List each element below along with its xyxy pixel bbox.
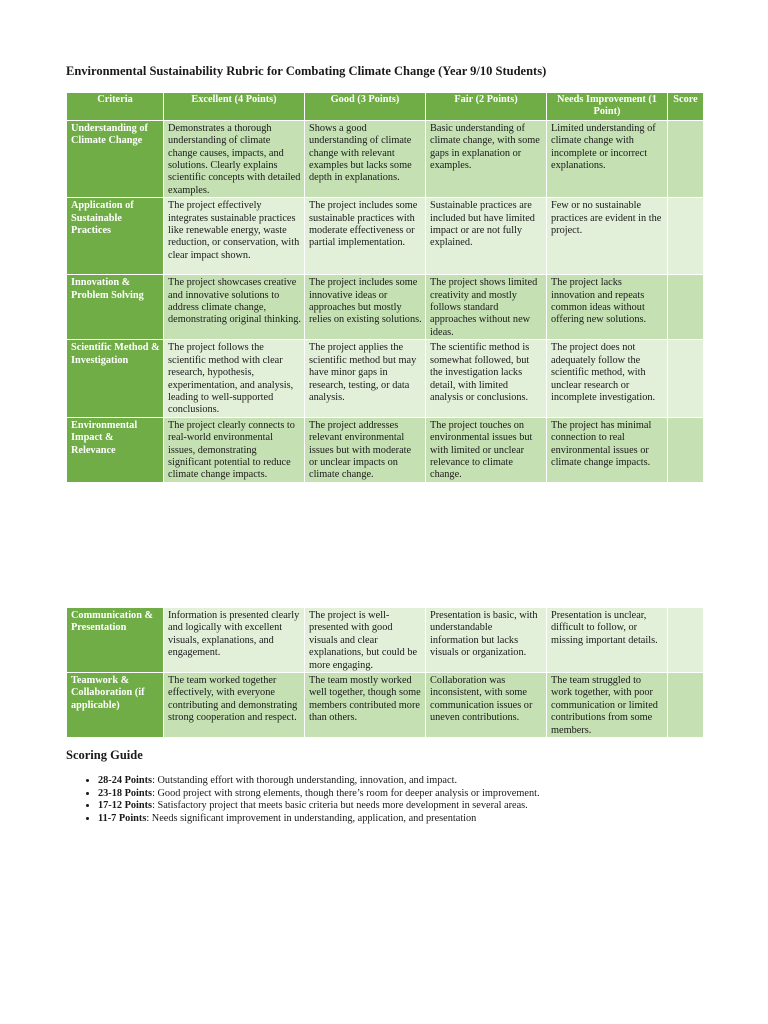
score-range: 28-24 Points [98,775,153,786]
good-cell: The project is well-presented with good visuals and clear explanations, but could be more engaging. [305,608,426,673]
document-title: Environmental Sustainability Rubric for Combating Climate Change (Year 9/10 Students) [66,64,547,78]
header-needs-improvement: Needs Improvement (1 Point) [547,93,668,121]
criteria-cell: Understanding of Climate Change [67,120,164,197]
list-item [98,775,698,788]
fair-cell: Presentation is basic, with understandable information but lacks visuals or organization. [426,608,547,673]
header-score: Score [668,93,704,121]
table-row [67,673,704,738]
good-cell: The project includes some sustainable practices with moderate effectiveness or partial implementation. [305,198,426,275]
needs-improvement-cell: The team struggled to work together, with poor communication or limited contributions from some members. [547,673,668,738]
table-row [67,417,704,482]
table-row [67,608,704,673]
criteria-cell: Environmental Impact & Relevance [67,417,164,482]
scoring-guide-heading: Scoring Guide [66,748,143,762]
header-row [67,93,704,121]
score-range: 11-7 Points [98,812,147,824]
table-row [67,198,704,275]
needs-improvement-cell: Limited understanding of climate change with incomplete or incorrect explanations. [547,120,668,197]
score-description: : Needs significant improvement in understanding, application, and presentation [146,812,477,824]
scoring-guide-list [66,775,698,825]
excellent-cell: The project effectively integrates sustainable practices like renewable energy, waste reduction, or conservation, with clear impact shown. [164,198,305,275]
score-cell[interactable] [668,198,704,275]
needs-improvement-cell: The project does not adequately follow the scientific method, with unclear research or incomplete investigation. [547,340,668,417]
score-range: 17-12 Points [98,800,153,812]
excellent-cell: The team worked together effectively, with everyone contributing and demonstrating strong cooperation and respect. [164,673,305,738]
fair-cell: The project shows limited creativity and mostly follows standard approaches without new ideas. [426,275,547,340]
needs-improvement-cell: Few or no sustainable practices are evident in the project. [547,198,668,275]
rubric-table [66,92,704,483]
list-item [98,813,698,826]
excellent-cell: The project follows the scientific method with clear research, hypothesis, experimentation, and analysis, leading to well-supported conclusions. [164,340,305,417]
fair-cell: The scientific method is somewhat followed, but the investigation lacks detail, with limited analysis or conclusions. [426,340,547,417]
score-cell[interactable] [668,120,704,197]
header-good: Good (3 Points) [305,93,426,121]
header-fair: Fair (2 Points) [426,93,547,121]
score-description: : Satisfactory project that meets basic criteria but needs more development in several areas. [152,800,528,812]
good-cell: The project addresses relevant environmental issues but with moderate or unclear impacts on climate change. [305,417,426,482]
table-row [67,120,704,197]
fair-cell: Collaboration was inconsistent, with some communication issues or uneven contributions. [426,673,547,738]
list-item [98,788,698,801]
needs-improvement-cell: The project lacks innovation and repeats common ideas without offering new solutions. [547,275,668,340]
good-cell: Shows a good understanding of climate change with relevant examples but lacks some depth in explanations. [305,120,426,197]
score-cell[interactable] [668,275,704,340]
needs-improvement-cell: The project has minimal connection to real environmental issues or climate change impacts. [547,417,668,482]
criteria-cell: Communication & Presentation [67,608,164,673]
score-cell[interactable] [668,673,704,738]
criteria-cell: Application of Sustainable Practices [67,198,164,275]
rubric-table-continued [66,607,704,738]
fair-cell: Sustainable practices are included but have limited impact or are not fully explained. [426,198,547,275]
excellent-cell: Demonstrates a thorough understanding of climate change causes, impacts, and solutions. Clearly explains scientific concepts with detailed examples. [164,120,305,197]
good-cell: The project includes some innovative ideas or approaches but mostly relies on existing solutions. [305,275,426,340]
score-description: : Outstanding effort with thorough understanding, innovation, and impact. [152,775,458,786]
good-cell: The team mostly worked well together, though some members contributed more than others. [305,673,426,738]
header-excellent: Excellent (4 Points) [164,93,305,121]
excellent-cell: The project showcases creative and innovative solutions to address climate change, demonstrating original thinking. [164,275,305,340]
score-cell[interactable] [668,340,704,417]
fair-cell: Basic understanding of climate change, with some gaps in explanation or examples. [426,120,547,197]
score-cell[interactable] [668,417,704,482]
list-item [98,800,698,813]
criteria-cell: Teamwork & Collaboration (if applicable) [67,673,164,738]
score-range: 23-18 Points [98,787,153,799]
header-criteria: Criteria [67,93,164,121]
excellent-cell: Information is presented clearly and logically with excellent visuals, explanations, and engagement. [164,608,305,673]
criteria-cell: Innovation & Problem Solving [67,275,164,340]
table-row [67,275,704,340]
criteria-cell: Scientific Method & Investigation [67,340,164,417]
good-cell: The project applies the scientific method but may have minor gaps in research, testing, or data analysis. [305,340,426,417]
fair-cell: The project touches on environmental issues but with limited or unclear relevance to climate change. [426,417,547,482]
score-cell[interactable] [668,608,704,673]
needs-improvement-cell: Presentation is unclear, difficult to follow, or missing important details. [547,608,668,673]
excellent-cell: The project clearly connects to real-world environmental issues, demonstrating significant potential to reduce climate change impacts. [164,417,305,482]
score-description: : Good project with strong elements, though there’s room for deeper analysis or improvement. [152,787,540,799]
table-row [67,340,704,417]
